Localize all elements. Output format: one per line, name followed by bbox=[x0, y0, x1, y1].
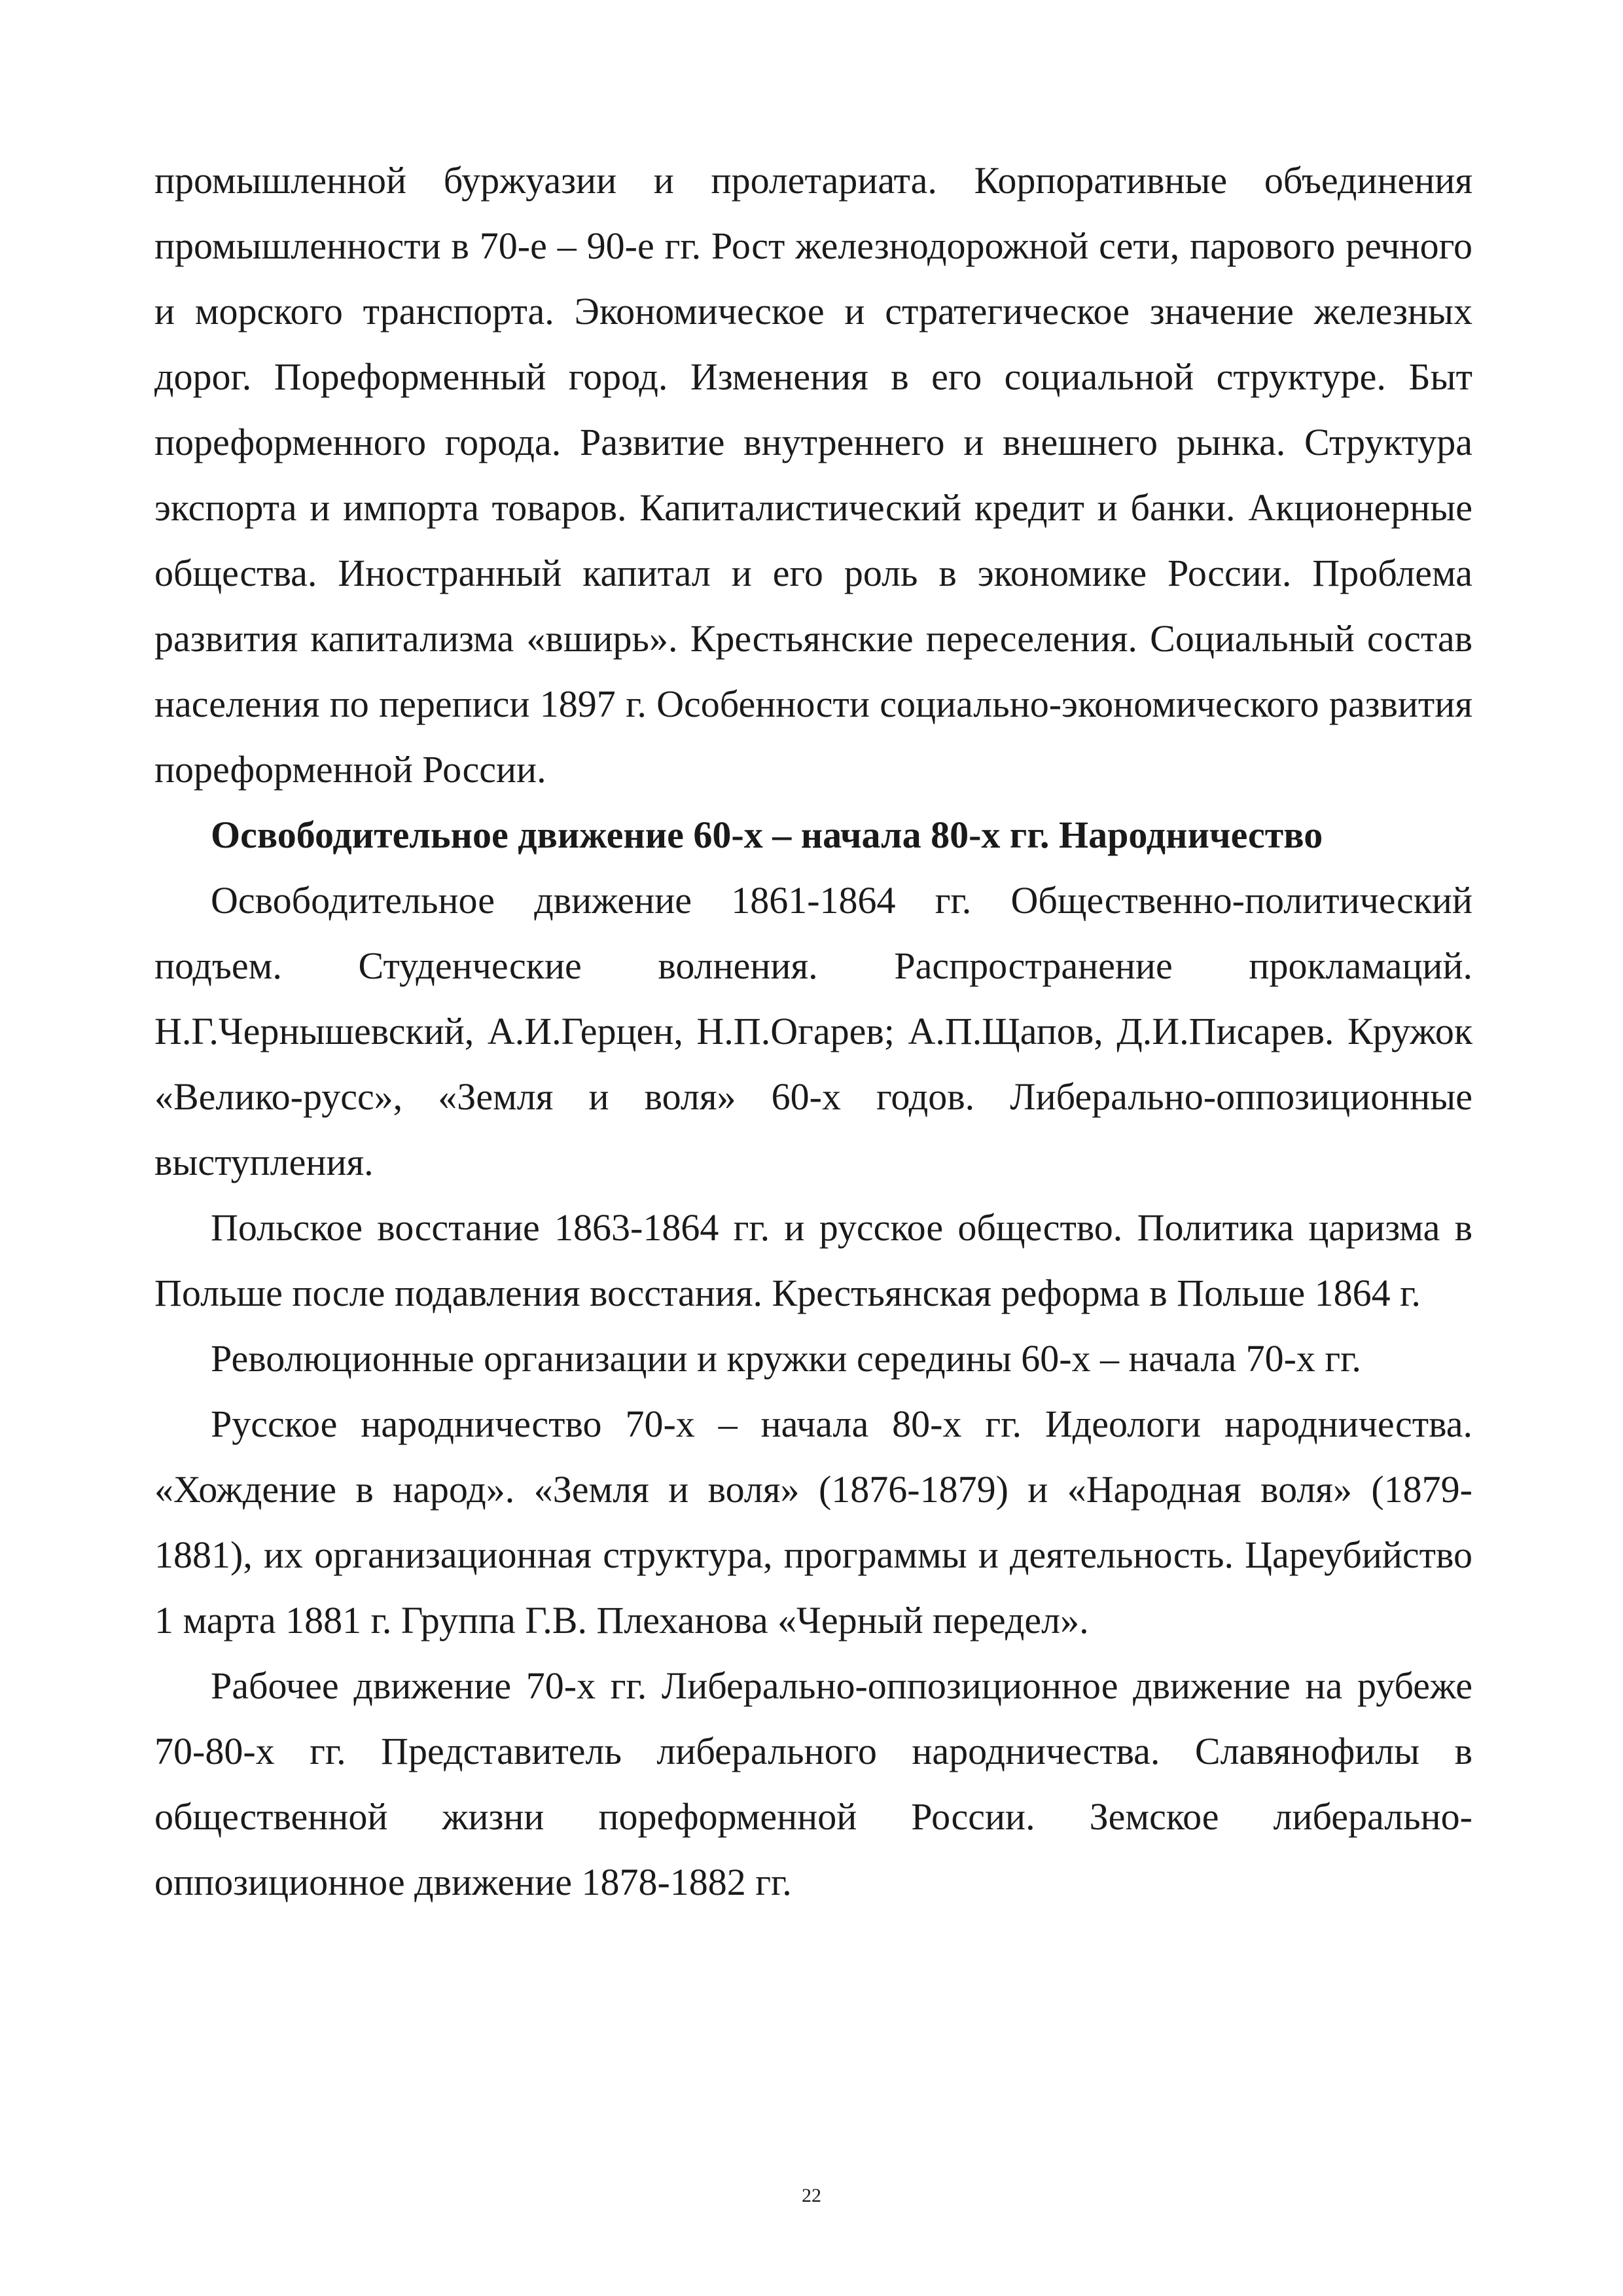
page-number: 22 bbox=[802, 2185, 821, 2206]
paragraph-liberation-movement: Освободительное движение 1861-1864 гг. Общественно-политический подъем. Студенческие волнения. Распространение прокламаций. Н.Г.Чернышевский, А.И.Герцен, Н.П.Огарев; А.П.Щапов, Д.И.Писарев. Кружок «Велико-русс», «Земля и воля» 60-х годов. Либерально-оппозиционные выступления. bbox=[154, 879, 1472, 1183]
paragraph-revolutionary-organizations: Революционные организации и кружки середины 60-х – начала 70-х гг. bbox=[211, 1337, 1361, 1380]
paragraph-workers-movement: Рабочее движение 70-х гг. Либерально-оппозиционное движение на рубеже 70-80-х гг. Представитель либерального народничества. Славянофилы в общественной жизни пореформенной России. Земское либерально-оппозиционное движение 1878-1882 гг. bbox=[154, 1664, 1472, 1903]
section-heading: Освободительное движение 60-х – начала 80-х гг. Народничество bbox=[211, 814, 1323, 856]
paragraph-polish-uprising: Польское восстание 1863-1864 гг. и русское общество. Политика царизма в Польше после подавления восстания. Крестьянская реформа в Польше 1864 г. bbox=[154, 1206, 1472, 1314]
paragraph-narodnichestvo: Русское народничество 70-х – начала 80-х гг. Идеологи народничества. «Хождение в народ». «Земля и воля» (1876-1879) и «Народная воля» (1879-1881), их организационная структура, программы и деятельность. Цареубийство 1 марта 1881 г. Группа Г.В. Плеханова «Черный передел». bbox=[154, 1403, 1472, 1641]
paragraph-economy: промышленной буржуазии и пролетариата. Корпоративные объединения промышленности в 70-е – 90-е гг. Рост железнодорожной сети, парового речного и морского транспорта. Экономическое и стратегическое значение железных дорог. Пореформенный город. Изменения в его социальной структуре. Быт пореформенного города. Развитие внутреннего и внешнего рынка. Структура экспорта и импорта товаров. Капиталистический кредит и банки. Акционерные общества. Иностранный капитал и его роль в экономике России. Проблема развития капитализма «вширь». Крестьянские переселения. Социальный состав населения по переписи 1897 г. Особенности социально-экономического развития пореформенной России. bbox=[154, 159, 1472, 791]
page-body bbox=[154, 148, 1472, 1915]
